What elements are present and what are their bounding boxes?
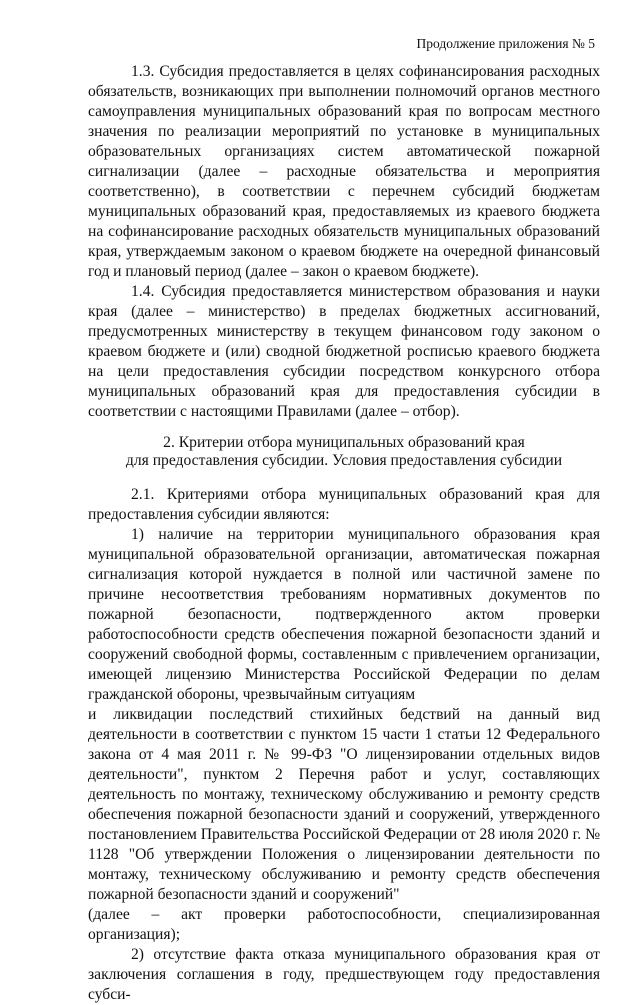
paragraph-2-1: 2.1. Критериями отбора муниципальных образований края для предоставления субсидии являются:: [88, 486, 600, 523]
criterion-2: 2) отсутствие факта отказа муниципального образования края от заключения соглашения в году, предшествующем году предоставления субси-: [88, 946, 600, 1003]
section-2-title-line-1: 2. Критерии отбора муниципальных образований края: [163, 434, 525, 451]
continuation-header: Продолжение приложения № 5: [416, 36, 595, 51]
spacer: [88, 470, 600, 485]
paragraph-1-4: 1.4. Субсидия предоставляется министерством образования и науки края (далее – министерство) в пределах бюджетных ассигнований, предусмотренных министерству в текущем финансовом году законом о краевом бюджете и (или) сводной бюджетной росписью краевого бюджета на цели предоставления субсидии посредством конкурсного отбора муниципальных образований края для предоставления субсидии в соответствии с настоящими Правилами (далее – отбор).: [88, 283, 600, 420]
criterion-1-part-3: (далее – акт проверки работоспособности, специализированная организация);: [88, 906, 600, 943]
section-2-title-line-2: для предоставления субсидии. Условия предоставления субсидии: [125, 452, 563, 469]
criterion-1-part-1: 1) наличие на территории муниципального образования края муниципальной образовательной организации, автоматическая пожарная сигнализация которой нуждается в полной или частичной замене по причине несоответствия требованиям нормативных документов по пожарной безопасности, подтвержденного актом проверки работоспособности средств обеспечения пожарной безопасности зданий и сооружений свободной формы, составленным с привлечением организации, имеющей лицензию Министерства Российской Федерации по делам гражданской обороны, чрезвычайным ситуациям: [88, 526, 600, 703]
paragraph-1-3: 1.3. Субсидия предоставляется в целях софинансирования расходных обязательств, возникающих при выполнении полномочий органов местного самоуправления муниципальных образований края по вопросам местного значения по реализации мероприятий по установке в муниципальных образовательных организациях систем автоматической пожарной сигнализации (далее – расходные обязательства и мероприятия соответственно), в соответствии с перечнем субсидий бюджетам муниципальных образований края, предоставляемых из краевого бюджета на софинансирование расходных обязательств муниципальных образований края, утверждаемым законом о краевом бюджете на очередной финансовый год и плановый период (далее – закон о краевом бюджете).: [88, 63, 600, 280]
criterion-1-part-2: и ликвидации последствий стихийных бедствий на данный вид деятельности в соответствии с пунктом 15 части 1 статьи 12 Федерального закона от 4 мая 2011 г. № 99-ФЗ "О лицензировании отдельных видов деятельности", пунктом 2 Перечня работ и услуг, составляющих деятельность по монтажу, техническому обслуживанию и ремонту средств обеспечения пожарной безопасности зданий и сооружений, утвержденного постановлением Правительства Российской Федерации от 28 июля 2020 г. № 1128 "Об утверждении Положения о лицензировании деятельности по монтажу, техническому обслуживанию и ремонту средств обеспечения пожарной безопасности зданий и сооружений": [88, 706, 600, 903]
document-body: [88, 62, 600, 1005]
section-2-title: [88, 434, 600, 470]
